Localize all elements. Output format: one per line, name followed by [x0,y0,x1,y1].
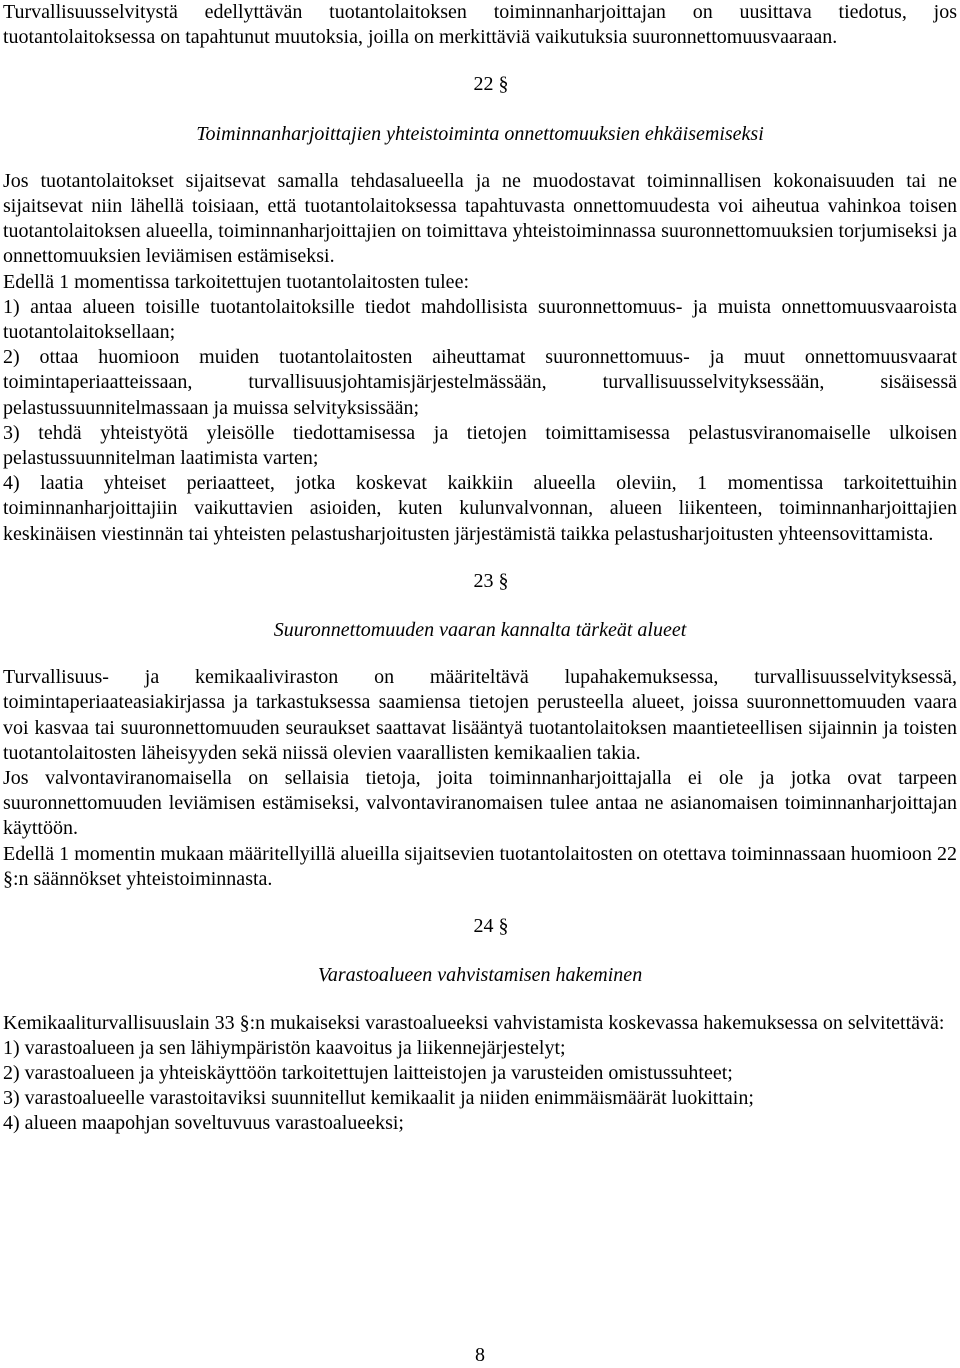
section-22-paragraph-2: Edellä 1 momentissa tarkoitettujen tuotantolaitosten tulee: [3,270,469,293]
section-24-item-1: 1) varastoalueen ja sen lähiympäristön kaavoitus ja liikennejärjestelyt; [3,1036,566,1059]
document-page [3,0,957,1137]
section-number-24: 24 § [473,915,509,938]
section-title-23: Suuronnettomuuden vaaran kannalta tärkeät alueet [273,619,687,642]
section-23-paragraph-1: Turvallisuus- ja kemikaaliviraston on määriteltävä lupahakemuksessa, turvallisuusselvityksessä, toimintaperiaateasiakirjassa ja tarkastuksessa saamiensa tietojen perusteella alueet, joissa suuronnettomuuden vaara voi kasvaa tai suuronnettomuuden seuraukset saattavat lisääntyä tuotantolaitoksen maantieteellisen sijainnin ja toisten tuotantolaitosten läheisyyden sekä niissä olevien vaarallisten kemikaalien takia. [3,666,957,764]
section-23-paragraph-2: Jos valvontaviranomaisella on sellaisia tietoja, joita toiminnanharjoittajalla ei ole ja jotka ovat tarpeen suuronnettomuuden leviämisen estämiseksi, valvontaviranomaisen tulee antaa ne asianomaisen toiminnanharjoittajan käyttöön. [3,767,957,840]
section-22-item-1: 1) antaa alueen toisille tuotantolaitoksille tiedot mahdollisista suuronnettomuus- ja muista onnettomuusvaaroista tuotantolaitoksellaan; [3,295,957,344]
intro-paragraph: Turvallisuusselvitystä edellyttävän tuotantolaitoksen toiminnanharjoittajan on uusittava tiedotus, jos tuotantolaitoksessa on tapahtunut muutoksia, joilla on merkittäviä vaikutuksia suuronnettomuusvaaraan. [3,1,957,49]
section-number-23: 23 § [473,569,509,592]
section-24-item-2: 2) varastoalueen ja yhteiskäyttöön tarkoitettujen laitteistojen ja varusteiden omistussuhteet; [3,1061,733,1084]
section-24-paragraph-1: Kemikaaliturvallisuuslain 33 §:n mukaiseksi varastoalueeksi vahvistamista koskevassa hakemuksessa on selvitettävä: [3,1011,945,1034]
section-title-22: Toiminnanharjoittajien yhteistoiminta onnettomuuksien ehkäisemiseksi [196,122,764,145]
section-title-24: Varastoalueen vahvistamisen hakeminen [317,964,643,987]
section-24-item-4: 4) alueen maapohjan soveltuvuus varastoalueeksi; [3,1112,404,1135]
section-22-item-2: 2) ottaa huomioon muiden tuotantolaitosten aiheuttamat suuronnettomuus- ja muut onnettomuusvaarat toimintaperiaatteissaan, turvallisuusjohtamisjärjestelmässään, turvallisuusselvityksessään, sisäisessä pelastussuunnitelmassaan ja muissa selvityksissään; [3,346,957,419]
page-number: 8 [475,1344,485,1366]
section-22-item-4: 4) laatia yhteiset periaatteet, jotka koskevat kaikkiin alueella oleviin, 1 momentissa tarkoitettuihin toiminnanharjoittajiin vaikuttavien asioiden, kuten kulunvalvonnan, alueen liikenteen, toiminnanharjoittajien keskinäisen viestinnän tai yhteisten pelastusharjoitusten järjestämistä taikka pelastusharjoitusten yhteensovittamista. [3,472,957,545]
section-22-paragraph-1: Jos tuotantolaitokset sijaitsevat samalla tehdasalueella ja ne muodostavat toiminnallisen kokonaisuuden tai ne sijaitsevat niin lähellä toisiaan, että tuotantolaitoksessa tapahtuvasta onnettomuudesta voi aiheutua vahinkoa toisen tuotantolaitoksen alueella, toiminnanharjoittajien on toimittava yhteistoiminnassa suuronnettomuuksien torjumiseksi ja onnettomuuksien leviämisen estämiseksi. [3,169,957,268]
section-24-item-3: 3) varastoalueelle varastoitaviksi suunnitellut kemikaalit ja niiden enimmäismäärät luokittain; [3,1087,754,1110]
section-number-22: 22 § [473,73,509,96]
section-22-item-3: 3) tehdä yhteistyötä yleisölle tiedottamisessa ja tietojen toimittamisessa pelastusviranomaiselle ulkoisen pelastussuunnitelman laatimista varten; [3,421,957,470]
section-23-paragraph-3: Edellä 1 momentin mukaan määritellyillä alueilla sijaitsevien tuotantolaitosten on otettava toiminnassaan huomioon 22 §:n säännökset yhteistoiminnasta. [3,842,957,890]
